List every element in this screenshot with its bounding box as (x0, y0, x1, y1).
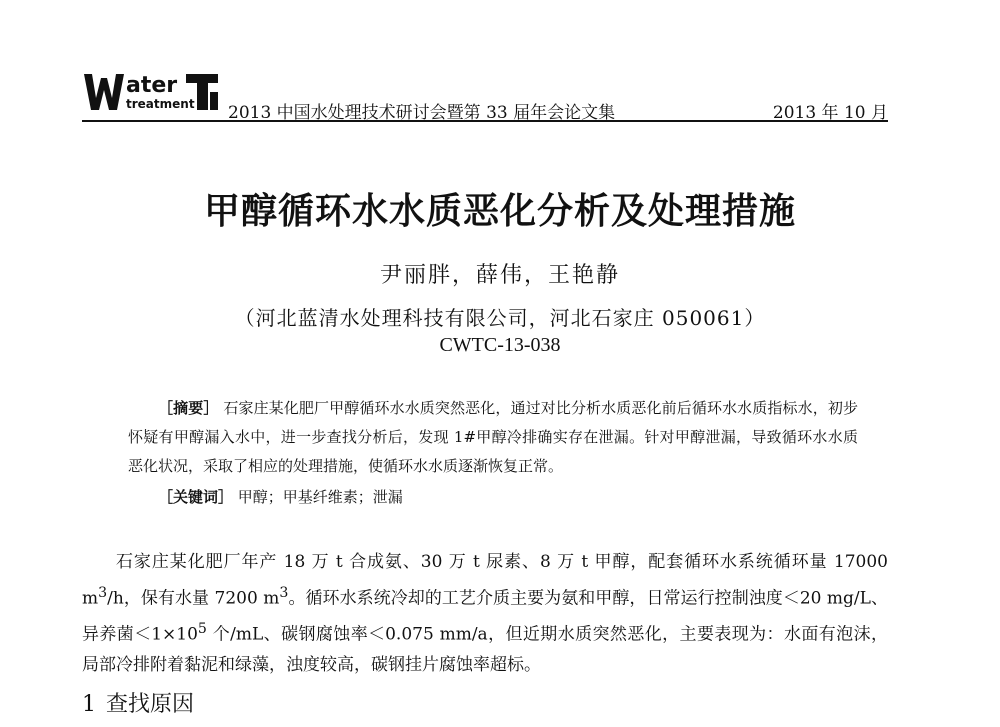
abstract-label: ［摘要］ (158, 399, 219, 417)
abstract (128, 394, 858, 481)
logo-text-top: ater (126, 73, 178, 98)
keywords (158, 486, 403, 507)
journal-logo (82, 70, 222, 114)
section-heading (82, 687, 194, 718)
paper-code: CWTC-13-038 (439, 334, 561, 356)
unit-superscript: 3 (279, 584, 289, 601)
paper-title: 甲醇循环水水质恶化分析及处理措施 (203, 191, 796, 232)
abstract-text: 石家庄某化肥厂甲醇循环水水质突然恶化，通过对比分析水质恶化前后循环水水质指标水，初步怀疑有甲醇漏入水中，进一步查找分析后，发现 1#甲醇冷排确实存在泄漏。针对甲醇泄漏，导致循环水水质恶化状况，采取了相应的处理措施，使循环水水质逐渐恢复正常。 (128, 399, 858, 475)
conference-name: 2013 中国水处理技术研讨会暨第 33 届年会论文集 (228, 103, 616, 123)
exponent-superscript: 5 (197, 620, 207, 637)
keywords-text: 甲醇；甲基纤维素；泄漏 (237, 488, 403, 506)
intro-text-1: 石家庄某化肥厂年产 18 万 t 合成氨、30 万 t 尿素、8 万 t 甲醇，配套循环水系统循环量 17000 m (82, 552, 888, 609)
section-number: 1 (82, 692, 96, 717)
intro-text-4: 个/mL、碳钢腐蚀率＜0.075 mm/a，但近期水质突然恶化，主要表现为：水面有泡沫，局部冷排附着黏泥和绿藻，浊度较高，碳钢挂片腐蚀率超标。 (82, 624, 888, 675)
intro-text-2: /h，保有水量 7200 m (107, 588, 280, 609)
section-title: 查找原因 (106, 692, 195, 717)
intro-text-3: 。循环水系统冷却的工艺介质主要为氨和甲醇，日常运行控制浊度＜20 mg/L、异养菌＜1×10 (82, 588, 888, 645)
logo-text-bottom: treatment (126, 97, 195, 111)
author-list: 尹丽胖，薛伟，王艳静 (379, 263, 620, 288)
intro-paragraph (82, 547, 888, 680)
keywords-label: ［关键词］ (158, 488, 234, 506)
unit-superscript: 3 (98, 584, 108, 601)
affiliation: （河北蓝清水处理科技有限公司，河北石家庄 050061） (234, 306, 766, 330)
header-rule (82, 120, 888, 122)
publication-date: 2013 年 10 月 (772, 103, 888, 123)
